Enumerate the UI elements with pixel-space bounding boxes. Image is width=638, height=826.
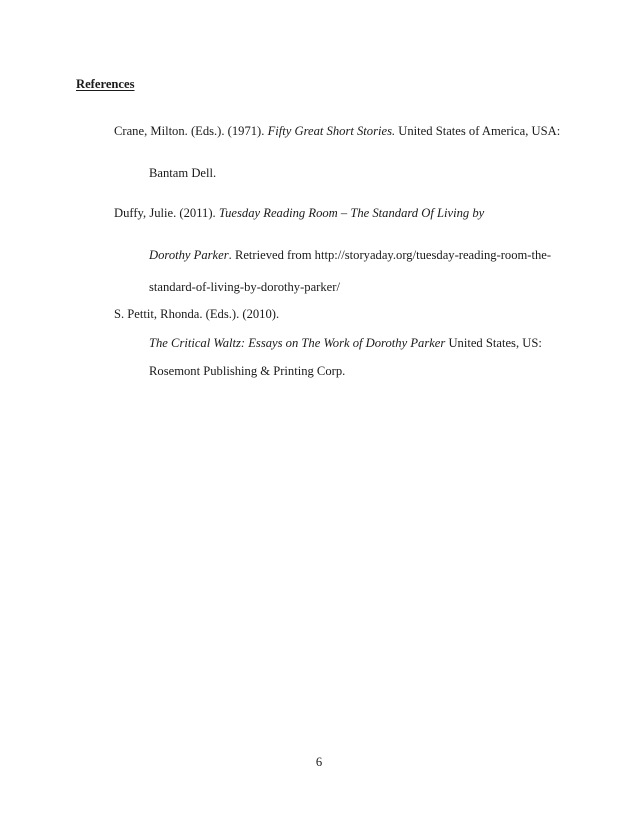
reference-crane-title: Fifty Great Short Stories. <box>267 124 396 138</box>
reference-crane-publisher-location: United States of America, USA: <box>395 124 561 138</box>
reference-crane-author-year: Crane, Milton. (Eds.). (1971). <box>114 124 268 138</box>
reference-pettit-title: The Critical Waltz: Essays on The Work of Dorothy Parker <box>149 336 446 350</box>
reference-pettit-author-year: S. Pettit, Rhonda. (Eds.). (2010). <box>114 307 280 321</box>
reference-pettit-line-3 <box>149 363 345 379</box>
reference-crane-line-2 <box>149 165 216 181</box>
reference-duffy-author-year: Duffy, Julie. (2011). <box>114 206 219 220</box>
reference-pettit-line-2 <box>149 335 542 351</box>
reference-duffy-retrieved-from: . Retrieved from http://storyaday.org/tuesday-reading-room-the- <box>228 248 552 262</box>
reference-duffy-title-part-2: Dorothy Parker <box>149 248 229 262</box>
reference-duffy-url-end: standard-of-living-by-dorothy-parker/ <box>149 280 340 294</box>
references-heading: References <box>76 77 135 91</box>
reference-duffy-line-1 <box>114 205 484 221</box>
reference-crane-publisher: Bantam Dell. <box>149 166 217 180</box>
page-number: 6 <box>315 755 323 769</box>
reference-pettit-publisher: Rosemont Publishing & Printing Corp. <box>149 364 346 378</box>
reference-duffy-title-part-1: Tuesday Reading Room – The Standard Of Living by <box>218 206 485 220</box>
reference-crane-line-1 <box>114 123 560 139</box>
reference-pettit-location: United States, US: <box>445 336 542 350</box>
reference-duffy-line-3 <box>149 279 340 295</box>
reference-duffy-line-2 <box>149 247 551 263</box>
reference-pettit-line-1 <box>114 306 279 322</box>
